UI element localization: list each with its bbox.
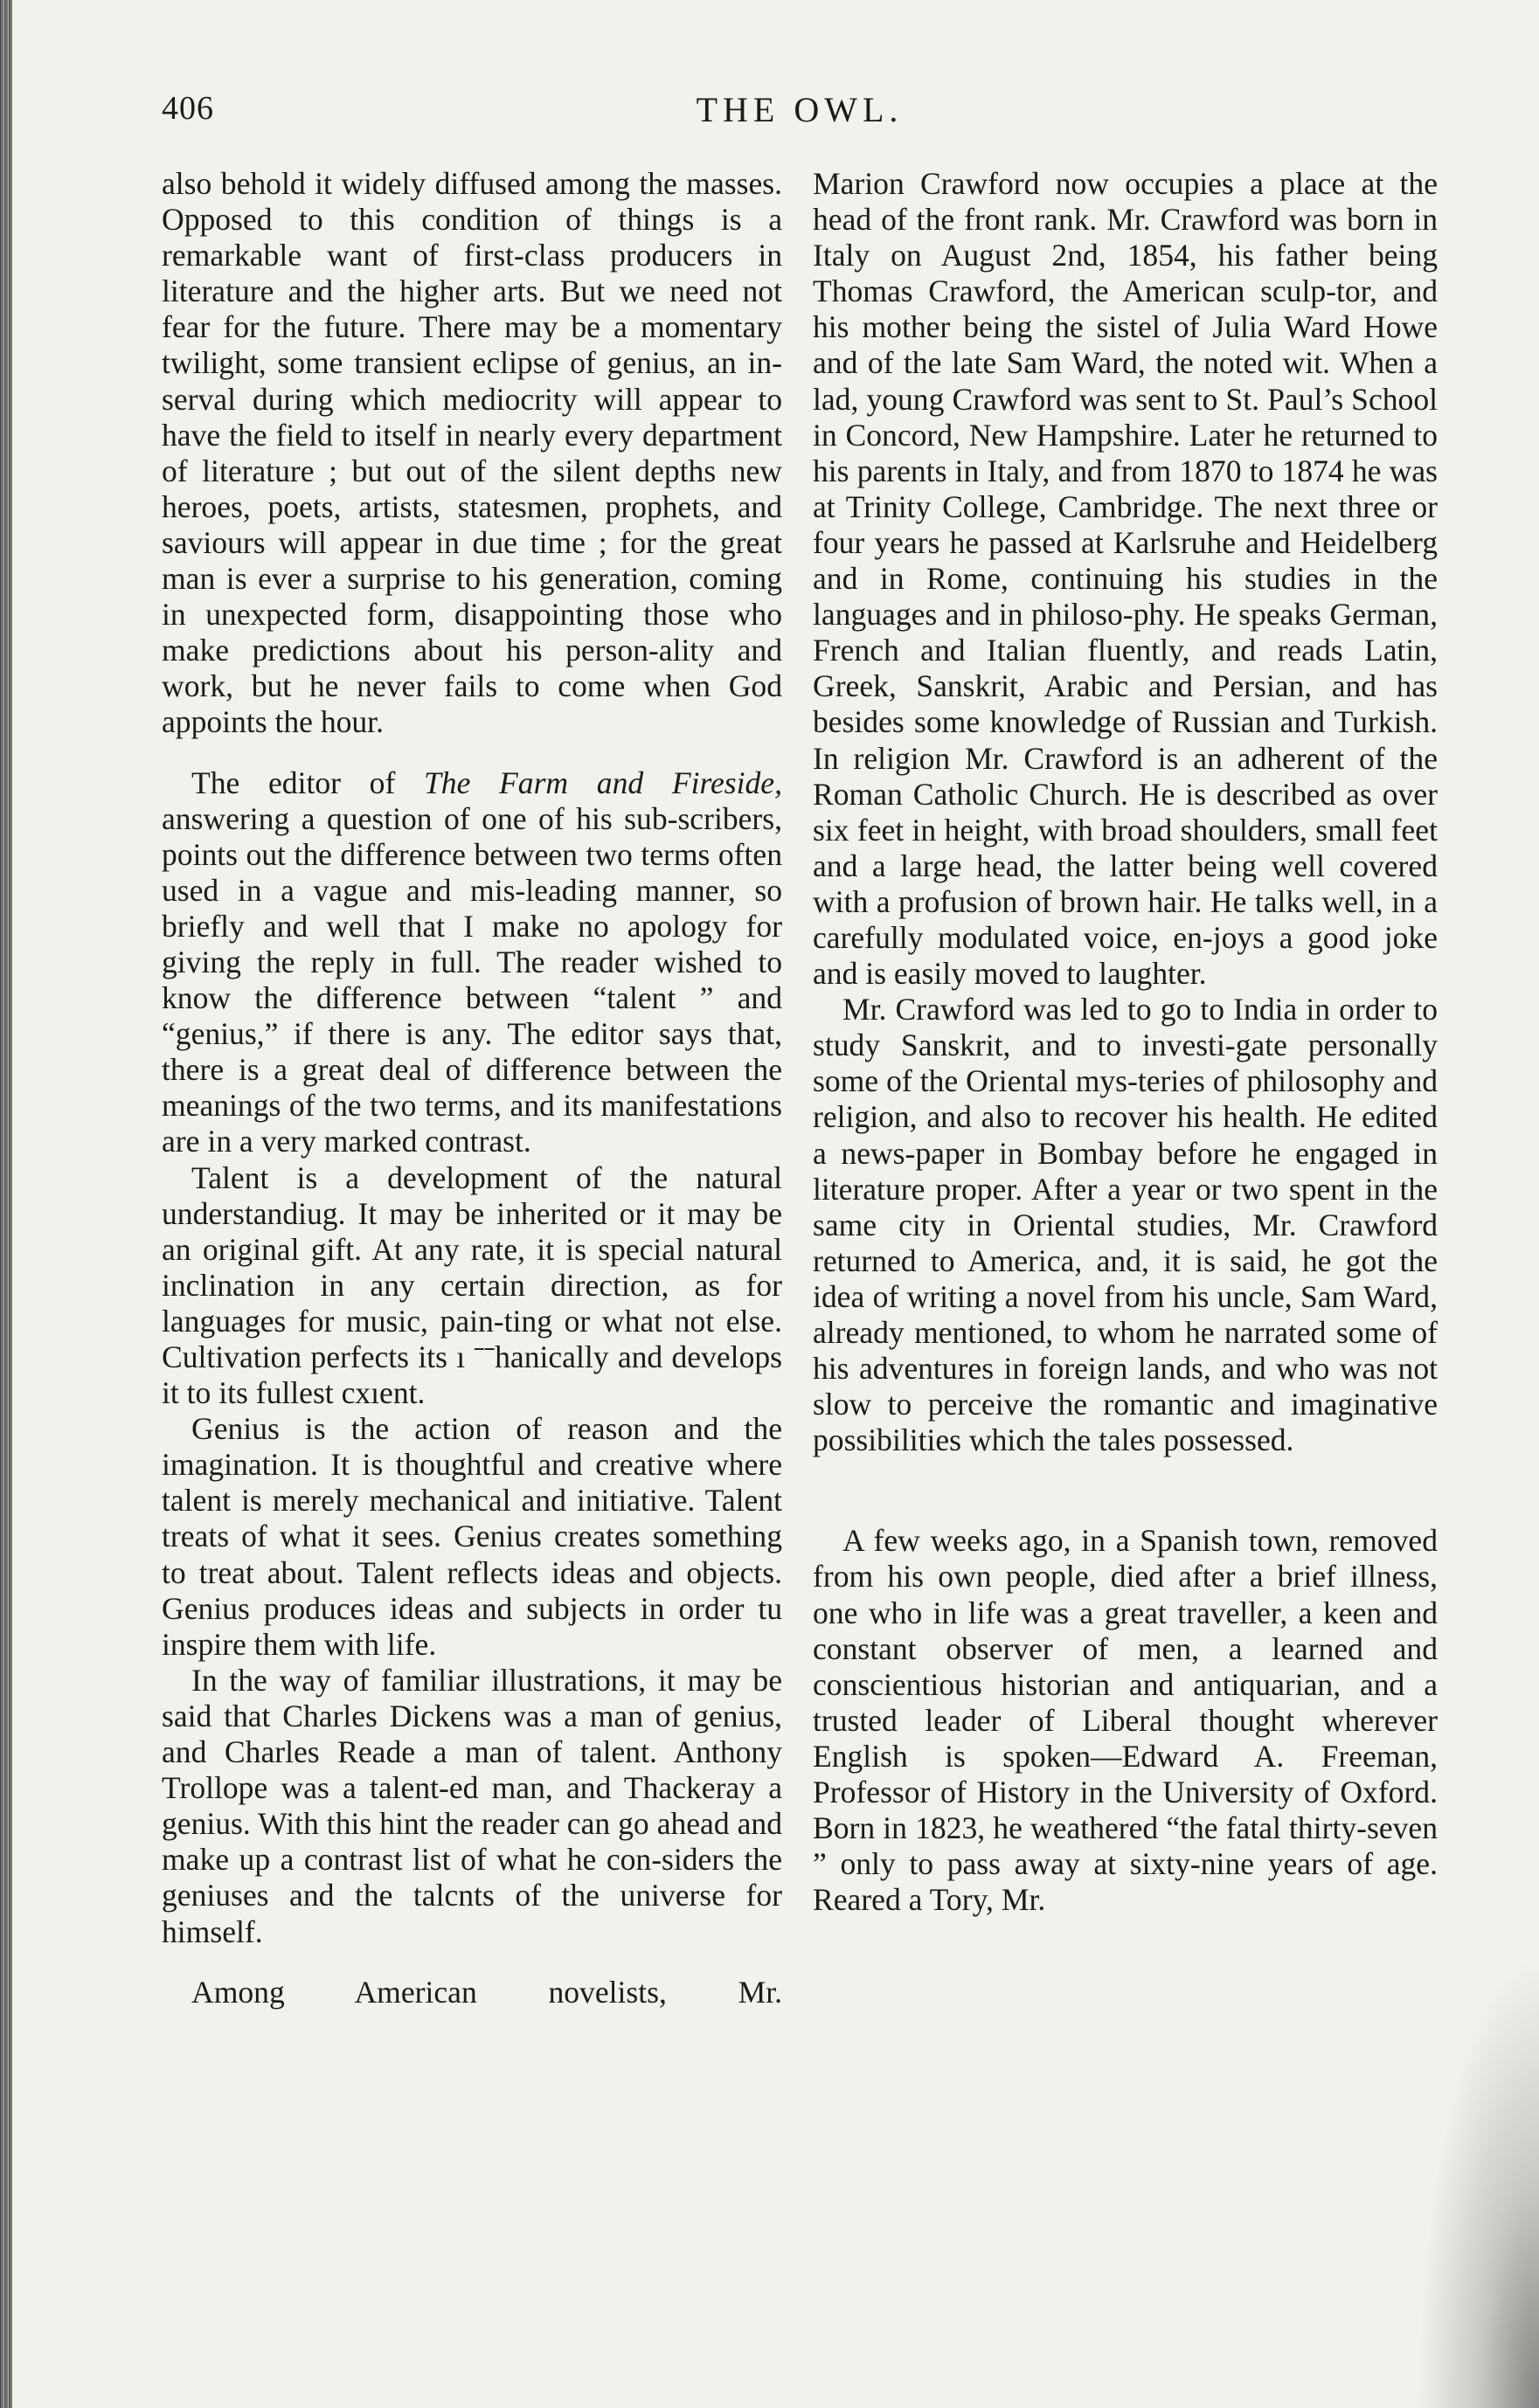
paragraph: Mr. Crawford was led to go to India in order to study Sanskrit, and to investi-gate personally some of the Oriental mys-teries of philosophy and religion, and also to recover his health. He edited a news-paper in Bombay before he engaged in literature proper. After a year or two spent in the same city in Oriental studies, Mr. Crawford returned to America, and, it is said, he got the idea of writing a novel from his uncle, Sam Ward, already mentioned, to whom he narrated some of his adventures in foreign lands, and who was not slow to perceive the romantic and imaginative possibilities which the tales possessed. xyxy=(813,992,1438,1458)
paragraph: A few weeks ago, in a Spanish town, removed from his own people, died after a brief illness, one who in life was a great traveller, a keen and constant observer of men, a learned and conscientious historian and antiquarian, and a trusted leader of Liberal thought wherever English is spoken—Edward A. Freeman, Professor of History in the University of Oxford. Born in 1823, he weathered “the fatal thirty-seven ” only to pass away at sixty-nine years of age. Reared a Tory, Mr. xyxy=(813,1523,1438,1918)
paragraph: Genius is the action of reason and the imagination. It is thoughtful and creative where talent is merely mechanical and initiative. Talent treats of what it sees. Genius creates something to treat about. Talent reflects ideas and objects. Genius produces ideas and subjects in order tu inspire them with life. xyxy=(162,1411,782,1662)
left-column xyxy=(162,166,782,2010)
paragraph: Marion Crawford now occupies a place at the head of the front rank. Mr. Crawford was born in Italy on August 2nd, 1854, his father being Thomas Crawford, the American sculp-tor, and his mother being the sistel of Julia Ward Howe and of the late Sam Ward, the noted wit. When a lad, young Crawford was sent to St. Paul’s School in Concord, New Hampshire. Later he returned to his parents in Italy, and from 1870 to 1874 he was at Trinity College, Cambridge. The next three or four years he passed at Karlsruhe and Heidelberg and in Rome, continuing his studies in the languages and in philoso-phy. He speaks German, French and Italian fluently, and reads Latin, Greek, Sanskrit, Arabic and Persian, and has besides some knowledge of Russian and Turkish. In religion Mr. Crawford is an adherent of the Roman Catholic Church. He is described as over six feet in height, with broad shoulders, small feet and a large head, the latter being well covered with a profusion of brown hair. He talks well, in a carefully modulated voice, en-joys a good joke and is easily moved to laughter. xyxy=(813,166,1438,992)
scanned-page-edge xyxy=(0,0,12,2408)
paragraph: Talent is a development of the natural understandiug. It may be inherited or it may be an original gift. At any rate, it is special natural inclination in any certain direction, as for languages for music, pain-ting or what not else. Cultivation perfects its ı ˉˉhanically and develops it to its fullest cxıent. xyxy=(162,1159,782,1411)
paragraph-text: answering a question of one of his sub-scribers, points out the difference between two terms often used in a vague and mis-leading manner, so briefly and well that I make no apology for giving the reply in full. The reader wished to know the difference between “talent ” and “genius,” if there is any. The editor says that, there is a great deal of difference between the meanings of the two terms, and its manifestations are in a very marked contrast. xyxy=(162,800,782,1159)
running-head xyxy=(162,89,1438,142)
paragraph xyxy=(162,765,782,1160)
paragraph: In the way of familiar illustrations, it may be said that Charles Dickens was a man of genius, and Charles Reade a man of talent. Anthony Trollope was a talent-ed man, and Thackeray a genius. With this hint the reader can go ahead and make up a contrast list of what he con-siders the geniuses and the talcnts of the universe for himself. xyxy=(162,1662,782,1949)
paragraph: also behold it widely diffused among the masses. Opposed to this condition of things is a remarkable want of first-class producers in literature and the higher arts. But we need not fear for the future. There may be a momentary twilight, some transient eclipse of genius, an in-serval during which mediocrity will appear to have the field to itself in nearly every department of literature ; but out of the silent depths new heroes, poets, artists, statesmen, prophets, and saviours will appear in due time ; for the great man is ever a surprise to his generation, coming in unexpected form, disappointing those who make predictions about his person-ality and work, but he never fails to come when God appoints the hour. xyxy=(162,166,782,740)
page-number: 406 xyxy=(162,90,214,127)
right-column xyxy=(813,166,1438,1918)
journal-title: THE OWL. xyxy=(696,90,904,129)
paragraph: Among American novelists, Mr. xyxy=(191,1974,782,2010)
paragraph-text: The editor of xyxy=(191,765,424,800)
scan-shadow xyxy=(1417,1954,1539,2408)
publication-title: The Farm and Fireside, xyxy=(424,765,782,800)
